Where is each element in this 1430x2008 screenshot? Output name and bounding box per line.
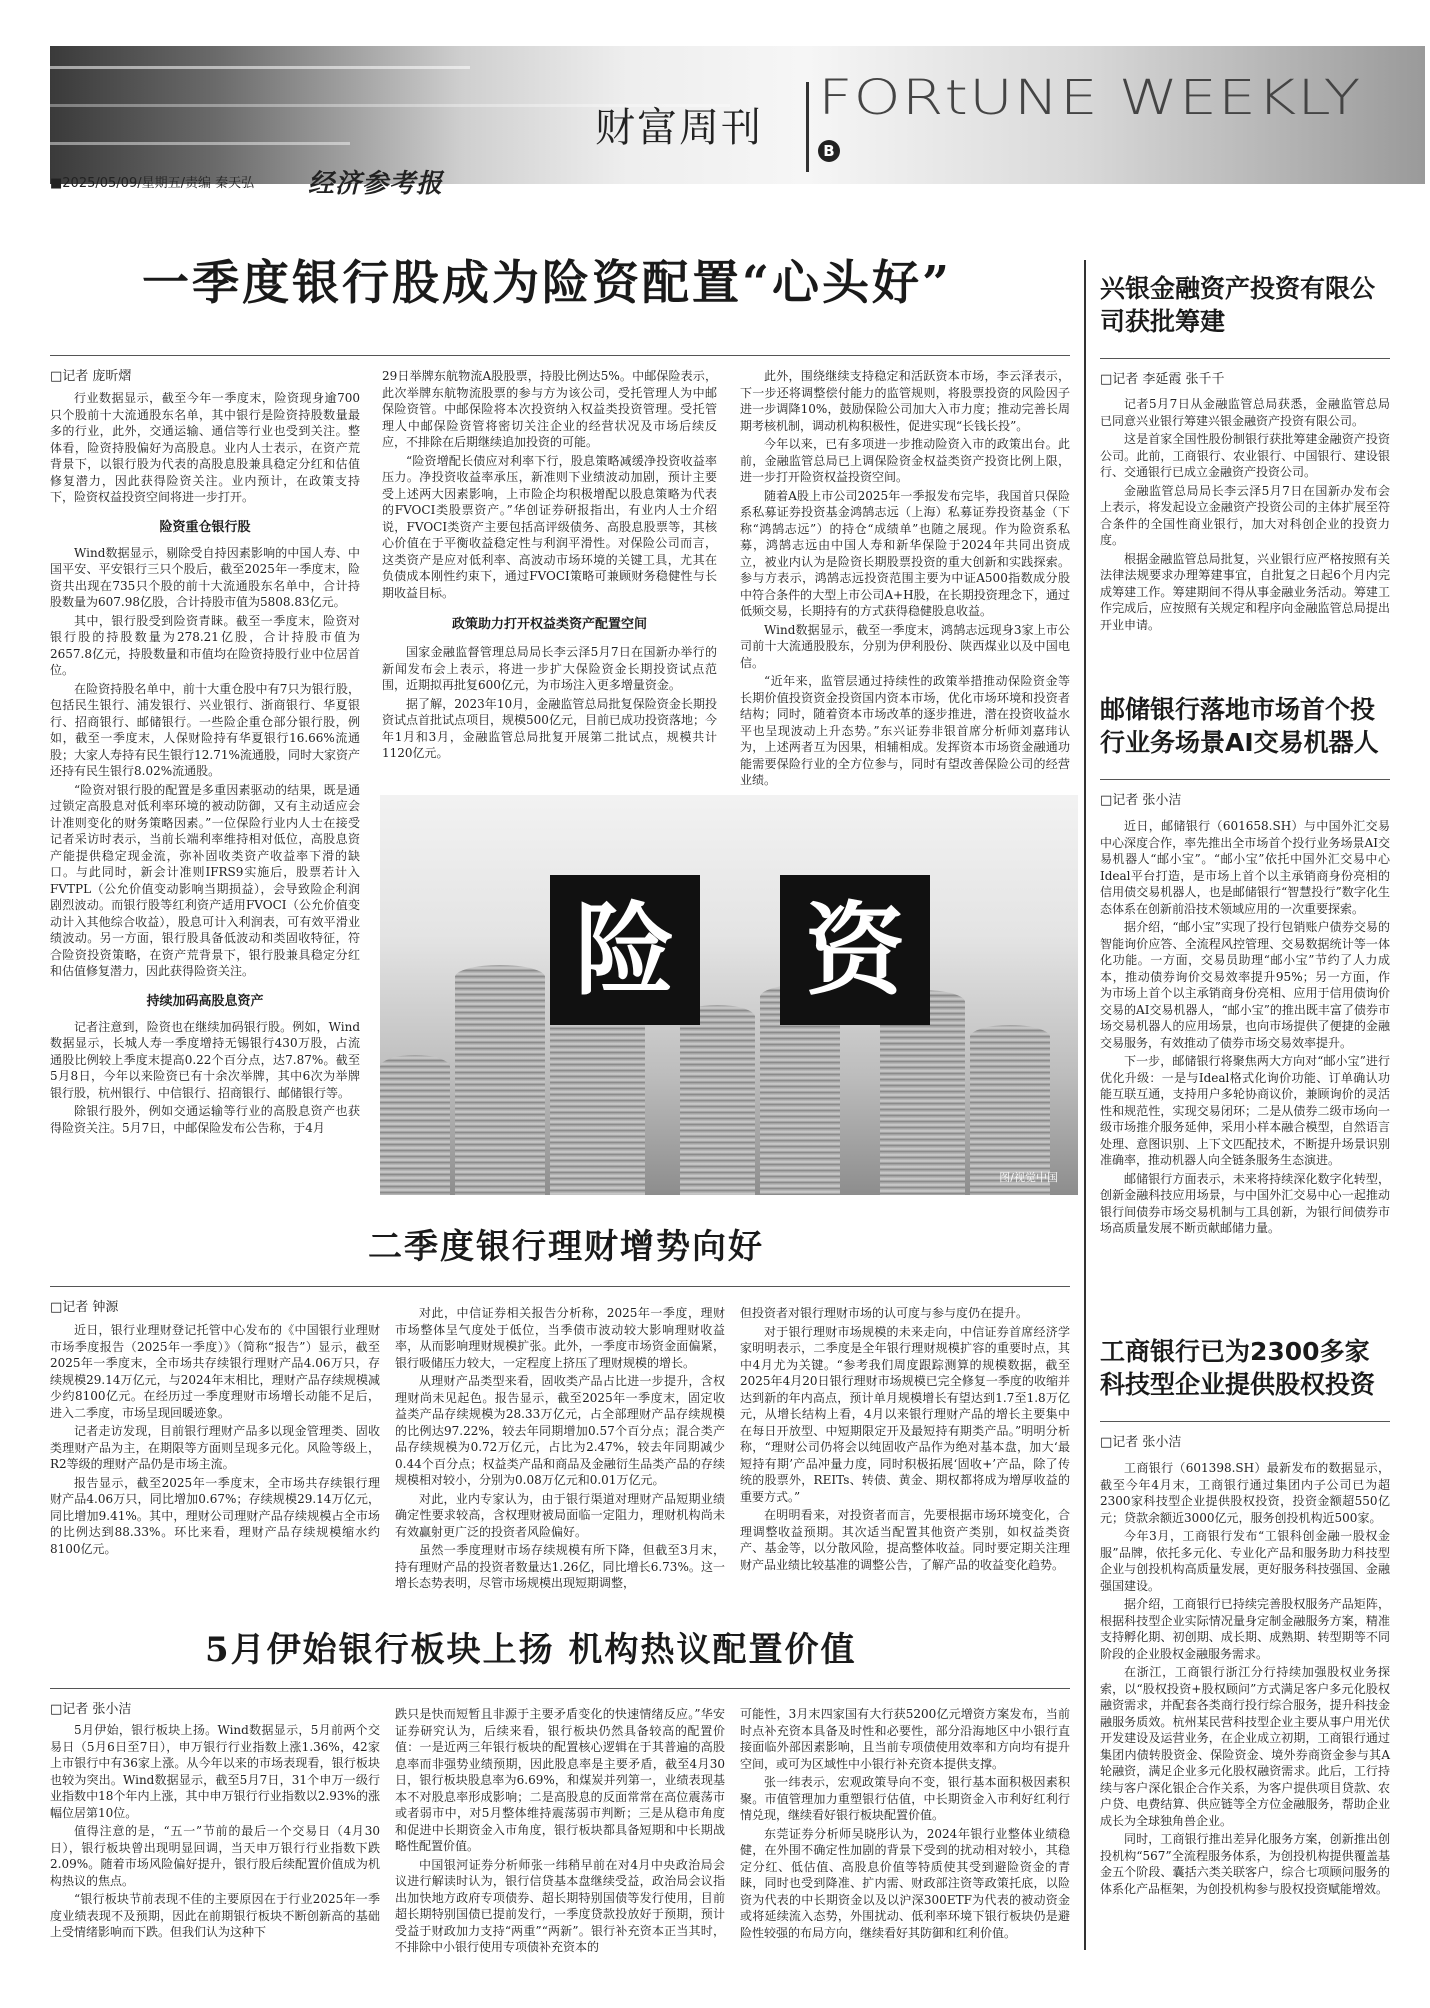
paragraph: “银行板块节前表现不佳的主要原因在于行业2025年一季度业绩表现不及预期，因此在前期银行板块不断创新高的基础上受情绪影响而下跌。但我们认为这种下 (50, 1892, 380, 1939)
paragraph: 在险资持股名单中，前十大重仓股中有7只为银行股，包括民生银行、浦发银行、兴业银行、浙商银行、华夏银行、招商银行、邮储银行。一些险企重仓部分银行股，例如，截至一季度末，人保财险持有华夏银行16.66%流通股；大家人寿持有民生银行12.71%流通股，同时大家资产还持有民生银行8.02%流通股。 (50, 681, 360, 778)
paragraph: 张一纬表示，宏观政策导向不变，银行基本面积极因素积聚。市值管理加力重塑银行估值，中长期资金入市利好红利行情兑现，继续看好银行板块配置价值。 (740, 1775, 1070, 1822)
paragraph: 中国银河证券分析师张一纬稍早前在对4月中央政治局会议进行解读时认为，银行信贷基本盘继续受益，政治局会议指出加快地方政府专项债券、超长期特别国债等发行使用，目前超长期特别国债已提前发行，一季度贷款投放好于预期，预计受益于财政加力支持“两重”“两新”。银行补充资本正当其时，不排除中小银行使用专项债补充资本的 (395, 1857, 725, 1954)
photo-credit: 图/视觉中国 (999, 1171, 1058, 1184)
paragraph: 记者5月7日从金融监管总局获悉，金融监管总局已同意兴业银行筹建兴银金融资产投资有限公司。 (1100, 397, 1390, 428)
headline-rule (50, 355, 1070, 356)
paragraph: 根据金融监管总局批复，兴业银行应严格按照有关法律法规要求办理筹建事宜，自批复之日起6个月内完成筹建工作。筹建期间不得从事金融业务活动。筹建工作完成后，应按照有关规定和程序向金融监管总局提出开业申请。 (1100, 551, 1390, 632)
paragraph: 金融监管总局局长李云泽5月7日在国新办发布会上表示，将发起设立金融资产投资公司的主体扩展至符合条件的全国性商业银行，加大对科创企业的投资力度。 (1100, 483, 1390, 547)
paragraph: 近日，银行业理财登记托管中心发布的《中国银行业理财市场季度报告（2025年一季度）》（简称“报告”）显示，截至2025年一季度末，全市场共存续银行理财产品4.06万只，存续规模29.14万亿元，与2024年末相比，理财产品存续规模减少约8100亿元。在经历过一季度理财市场增长动能不足后，进入二季度，市场呈现回暖迹象。 (50, 1323, 380, 1420)
paragraph: 据介绍，工商银行已持续完善股权服务产品矩阵，根据科技型企业实际情况量身定制金融服务方案，精准支持孵化期、初创期、成长期、成熟期、转型期等不同阶段的企业股权金融服务需求。 (1100, 1597, 1390, 1661)
paragraph: 记者走访发现，目前银行理财产品多以现金管理类、固收类理财产品为主，在期限等方面则呈现多元化。风险等级上，R2等级的理财产品仍是市场主流。 (50, 1424, 380, 1471)
subheading: 持续加码高股息资产 (146, 993, 264, 1009)
coin-stack (380, 1055, 450, 1195)
article-byline: □记者 钟源 (50, 1300, 119, 1315)
paragraph: “险资对银行股的配置是多重因素驱动的结果，既是通过锁定高股息对低利率环境的被动防御，又有主动适应会计准则变化的财务策略因素。”一位保险行业内人士在接受记者采访时表示，当前长端利率维持相对低位，高股息资产能提供稳定现金流，弥补固收类资产收益率下滑的缺口。与此同时，新会计准则IFRS9实施后，股票若计入FVTPL（公允价值变动影响当期损益），会导致险企利润剧烈波动。而银行股等红利资产适用FVOCI（公允价值变动计入其他综合收益），股息可计入利润表，可有效平滑业绩波动。另一方面，银行股具备低波动和类固收特征，符合险资投资策略，在资产荒背景下，银行股兼具稳定分红和估值修复潜力，因此获得险资关注。 (50, 782, 360, 978)
sidebar-column (1100, 818, 1390, 1237)
masthead-divider (806, 82, 809, 172)
paragraph: 对于银行理财市场规模的未来走向，中信证券首席经济学家明明表示，二季度是全年银行理财规模扩容的重要时点，其中4月尤为关键。“参考我们周度跟踪测算的规模数据，截至2025年4月20日银行理财市场规模已完全修复一季度的收缩并达到新的年内高点，预计单月规模增长有望达到1.7至1.8万亿元，从增长结构上看，4月以来银行理财产品的增长主要集中在每日开放型、中短期限定开及最短持有期类产品。”明明分析称，“理财公司仍将会以纯固收产品作为绝对基本盘，加大‘最短持有期’产品冲量力度，同时积极拓展‘固收+’产品，除了传统的股票外，REITs、转债、黄金、期权都将成为增厚收益的重要方式。” (740, 1324, 1070, 1504)
paragraph: 据了解，2023年10月，金融监管总局批复保险资金长期投资试点首批试点项目，规模500亿元，目前已成功投资落地；今年1月和3月，金融监管总局批复开展第二批试点，规模共计1120亿元。 (382, 696, 717, 760)
headline-rule (50, 1286, 1070, 1287)
article-column (395, 1706, 725, 1956)
paragraph: 随着A股上市公司2025年一季报发布完毕，我国首只保险系私募证券投资基金鸿鹄志远（上海）私募证券投资基金（下称“鸿鹄志远”）的持仓“成绩单”也随之展现。作为险资系私募，鸿鹄志远由中国人寿和新华保险于2024年共同出资成立，被业内认为是险资长期股票投资的重大创新和实践探索。参与方表示，鸿鹄志远投资范围主要为中证A500指数成分股中符合条件的大型上市公司A+H股，在长期投资理念下，通过低频交易，长期持有的方式获得稳健股息收益。 (740, 488, 1070, 618)
paragraph: 但投资者对银行理财市场的认可度与参与度仍在提升。 (740, 1306, 1029, 1320)
paragraph: 值得注意的是，“五一”节前的最后一个交易日（4月30日），银行板块曾出现明显回调，当天申万银行行业指数下跌2.09%。随着市场风险偏好提升，银行股后续配置价值成为机构热议的焦点。 (50, 1824, 380, 1888)
sidebar-byline: □记者 张小洁 (1100, 1435, 1182, 1450)
sidebar-divider (1084, 260, 1086, 1950)
headline-rule (50, 1688, 1070, 1689)
paragraph: 虽然一季度理财市场存续规模有所下降，但截至3月末，持有理财产品的投资者数量达1.26亿，同比增长6.73%。这一增长态势表明，尽管市场规模出现短期调整， (395, 1543, 725, 1590)
sidebar-byline: □记者 张小洁 (1100, 793, 1182, 808)
article-column (740, 368, 1070, 789)
paragraph: 从理财产品类型来看，固收类产品占比进一步提升，含权理财尚未见起色。报告显示，截至2025年一季度末，固定收益类产品存续规模为28.33万亿元，占全部理财产品存续规模的比例达97.22%，较去年同期增加0.57个百分点；混合类产品存续规模为0.72万亿元，占比为2.47%，较去年同期减少0.44个百分点；权益类产品和商品及金融衍生品类产品的存续规模相对较小，分别为0.08万亿元和0.01万亿元。 (395, 1374, 725, 1487)
paragraph: 在浙江，工商银行浙江分行持续加强股权业务探索，以“股权投资+股权顾问”方式满足客户多元化股权融资需求，并配套各类商行投行综合服务，提升科技金融服务质效。杭州某民营科技型企业主要从事户用光伏开发建设及运营业务，在企业成立初期，工商银行通过集团内债转股资金、保险资金、境外券商资金参与其A轮融资，满足企业多元化股权融资需求。此后，工行持续与客户深化银企合作关系，为客户提供项目贷款、农户贷、电费结算、供应链等全方位金融服务，帮助企业成长为全球独角兽企业。 (1100, 1665, 1390, 1828)
paragraph: 跌只是快而短暂且非源于主要矛盾变化的快速情绪反应。”华安证券研究认为，后续来看，银行板块仍然具备较高的配置价值：一是近两三年银行板块的配置核心逻辑在于其普遍的高股息率而非强势业绩预期，因此股息率是主要矛盾，截至4月30日，银行板块股息率为6.69%，和煤炭并列第一，业绩表现基本不对股息率形成影响；二是高股息的反面常常在高位震荡市或者弱市中，对5月整体维持震荡弱市判断；三是从稳市角度和促进中长期资金入市角度，银行板块都具备短期和中长期战略性配置价值。 (395, 1707, 725, 1853)
paragraph: 5月伊始，银行板块上扬。Wind数据显示，5月前两个交易日（5月6日至7日），申万银行行业指数上涨1.36%，42家上市银行中有36家上涨。从今年以来的市场表现看，银行板块也较为突出。Wind数据显示，截至5月7日，31个申万一级行业指数中18个年内上涨，其中申万银行行业指数以2.93%的涨幅位居第10位。 (50, 1723, 380, 1820)
paragraph: 除银行股外，例如交通运输等行业的高股息资产也获得险资关注。5月7日，中邮保险发布公告称，于4月 (50, 1104, 360, 1135)
article-headline: 5月伊始银行板块上扬 机构热议配置价值 (205, 1630, 857, 1670)
paragraph: 东莞证券分析师吴晓彤认为，2024年银行业整体业绩稳健，在外围不确定性加剧的背景下受到的扰动相对较小，其稳定分红、低估值、高股息价值等特质使其受到避险资金的青睐，同时也受到降准、扩内需、财政部注资等政策托底，以险资为代表的中长期资金以及以沪深300ETF为代表的被动资金或将延续流入态势，外围扰动、低利率环境下银行板块仍是避险性较强的布局方向，继续看好其防御和红利价值。 (740, 1826, 1070, 1940)
paragraph: 工商银行（601398.SH）最新发布的数据显示，截至今年4月末，工商银行通过集团内子公司已为超2300家科技型企业提供股权投资，投资金额超550亿元；贷款余额近3000亿元，服务创投机构近500家。 (1100, 1461, 1390, 1525)
section-title: 财富周刊 (595, 105, 763, 151)
newspaper-logo: 经济参考报 (308, 169, 444, 199)
article-column (50, 1322, 380, 1557)
article-byline: □记者 张小洁 (50, 1702, 132, 1717)
paragraph: 在明明看来，对投资者而言，先要根据市场环境变化，合理调整收益预期。其次适当配置其他资产类别，如权益类资产、基金等，以分散风险，提高整体收益。同时要定期关注理财产品业绩比较基准的调整公告，了解产品的收益变化趋势。 (740, 1508, 1070, 1572)
date-editor-line: ■2025/05/09/星期五/责编 秦天弘 (50, 176, 255, 191)
paragraph: Wind数据显示，截至一季度末，鸿鹄志远现身3家上市公司前十大流通股股东，分别为伊利股份、陕西煤业以及中国电信。 (740, 622, 1070, 670)
sidebar-column (1100, 1460, 1390, 1897)
sidebar-column (1100, 396, 1390, 633)
paragraph: 同时，工商银行推出差异化服务方案，创新推出创投机构“567”全流程服务体系，为创投机构提供覆盖基金五个阶段、囊括六类关联客户，综合七项顾问服务的体系化产品框架，为创投机构参与股权投资赋能增效。 (1100, 1832, 1390, 1896)
paragraph: “险资增配长债应对利率下行，股息策略减缓净投资收益率压力。净投资收益率承压，新准则下业绩波动加剧，预计主要受上述两大因素影响，上市险企均积极增配以股息策略为代表的FVOCI类股票资产。”华创证券研报指出，有业内人士介绍说，FVOCI类资产主要包括高评级债务、高股息股票等，其核心价值在于平衡收益稳定性与利润平滑性。对保险公司而言，这类资产是应对低利率、高波动市场环境的关键工具，尤其在负债成本刚性约束下，通过FVOCI策略可兼顾财务稳健性与长期收益目标。 (382, 453, 717, 600)
paragraph: 国家金融监督管理总局局长李云泽5月7日在国新办举行的新闻发布会上表示，将进一步扩大保险资金长期投资试点范围，近期拟再批复600亿元，为市场注入更多增量资金。 (382, 645, 717, 692)
paragraph: 对此，业内专家认为，由于银行渠道对理财产品短期业绩确定性要求较高，含权理财被局面临一定阻力，理财机构尚未有效赢射更广泛的投资者风险偏好。 (395, 1491, 725, 1539)
paragraph: 29日举牌东航物流A股股票，持股比例达5%。中邮保险表示，此次举牌东航物流股票的参与方为该公司，受托管理人为中邮保险资管。中邮保险将本次投资纳入权益类投资管理。受托管理人中邮保险资管将密切关注企业的经营状况及市场后续反应，不排除在后期继续追加投资的可能。 (382, 369, 717, 449)
headline-rule (1100, 779, 1390, 780)
sidebar-byline: □记者 李延霞 张千千 (1100, 372, 1225, 387)
paragraph: 此外，围绕继续支持稳定和活跃资本市场，李云泽表示，下一步还将调整偿付能力的监管规则，将股票投资的风险因子进一步调降10%，鼓励保险公司加大入市力度；推动完善长周期考核机制，调动机构积极性，促进实现“长钱长投”。 (740, 369, 1070, 433)
sidebar-headline: 邮储银行落地市场首个投行业务场景AI交易机器人 (1100, 695, 1379, 757)
paragraph: 报告显示，截至2025年一季度末，全市场共存续银行理财产品4.06万只，同比增加0.67%；存续规模29.14万亿元，同比增加9.41%。其中，理财公司理财产品存续规模占全市场的比例达到88.33%。环比来看，理财产品存续规模缩水约8100亿元。 (50, 1475, 380, 1556)
article-column (395, 1305, 725, 1592)
photo-character: 险 (550, 875, 700, 1025)
coin-stack (455, 965, 545, 1195)
article-column (740, 1305, 1070, 1573)
subheading: 险资重仓银行股 (159, 519, 251, 535)
paragraph: 今年3月，工商银行发布“工银科创金融一股权金服”品牌，依托多元化、专业化产品和服务助力科技型企业与创投机构高质量发展，更好服务科技强国、金融强国建设。 (1100, 1529, 1390, 1593)
paragraph: 行业数据显示，截至今年一季度末，险资现身逾700只个股前十大流通股东名单，其中银行是险资持股数量最多的行业，此外，交通运输、通信等行业也受到关注。整体看，险资持股偏好为高股息。业内人士表示，在资产荒背景下，以银行股为代表的高股息股兼具稳定分红和估值修复潜力，因此获得险资关注。业内预计，在政策支持下，险资权益投资空间将进一步打开。 (50, 391, 360, 504)
subheading: 政策助力打开权益类资产配置空间 (451, 617, 647, 632)
masthead-banner (50, 46, 1425, 184)
section-title-english: FORtUNE WEEKLY (818, 70, 1362, 126)
banner-streak (50, 66, 470, 69)
paragraph: 记者注意到，险资也在继续加码银行股。例如，Wind数据显示，长城人寿一季度增持无锡银行430万股，占流通股比例较上季度末提高0.22个百分点，达7.87%。截至5月8日，今年以来险资已有十余次举牌，其中6次为举牌银行股，杭州银行、中信银行、招商银行、邮储银行等。 (50, 1019, 360, 1100)
paragraph: 这是首家全国性股份制银行获批筹建金融资产投资公司。此前，工商银行、农业银行、中国银行、建设银行、交通银行已成立金融资产投资公司。 (1100, 432, 1390, 479)
headline-rule (1100, 358, 1390, 359)
article-byline: □记者 庞昕熠 (50, 369, 132, 384)
article-column (50, 390, 360, 1136)
paragraph: 邮储银行方面表示，未来将持续深化数字化转型，创新金融科技应用场景，与中国外汇交易中心一起推动银行间债券市场交易机制与工具创新，为银行间债券市场高质量发展不断贡献邮储力量。 (1100, 1171, 1390, 1235)
paragraph: 下一步，邮储银行将聚焦两大方向对“邮小宝”进行优化升级：一是与Ideal格式化询价功能、订单确认功能互联互通，支持用户多轮协商议价，兼顾询价的灵活性和规范性，实现交易闭环；二是从债券二级市场向一级市场推介服务延伸，采用小样本融合模型，自然语言处理、意图识别、上下文匹配技术，不断提升场景识别准确率，推动机器人向全链条服务生态演进。 (1100, 1054, 1390, 1167)
sidebar-headline: 兴银金融资产投资有限公司获批筹建 (1100, 274, 1376, 336)
coin-stack-photo (380, 795, 1078, 1195)
paragraph: Wind数据显示，剔除受自持因素影响的中国人寿、中国平安、平安银行三只个股后，截至2025年一季度末，险资共出现在735只个股的前十大流通股东名单中，合计持股数量为607.98亿股，合计持股市值为5808.83亿元。 (50, 545, 360, 609)
paragraph: 据介绍，“邮小宝”实现了投行包销账户债券交易的智能询价应答、全流程风控管理、交易数据统计等一体化功能。一方面，交易员助理“邮小宝”节约了人力成本，推动债券询价交易效率提升95%；另一方面，作为市场上首个以主承销商身份亮相、应用于信用债询价交易的AI交易机器人，“邮小宝”的推出既丰富了债券市场交易机器人的应用场景，也向市场提供了便捷的金融交易服务，有效推动了债券市场交易效率提升。 (1100, 920, 1390, 1050)
sidebar-headline: 工商银行已为2300多家科技型企业提供股权投资 (1100, 1337, 1376, 1399)
coin-stack (680, 1005, 755, 1195)
article-headline: 一季度银行股成为险资配置“心头好” (142, 256, 953, 311)
article-headline: 二季度银行理财增势向好 (368, 1227, 764, 1267)
paragraph: 可能性，3月末四家国有大行获5200亿元增资方案发布，当前时点补充资本具备及时性和必要性，部分沿海地区中小银行直接面临外部因素影响，且当前专项债使用效率和方向均有提升空间，或可为区域性中小银行补充资本提供支撑。 (740, 1707, 1070, 1771)
paragraph: 今年以来，已有多项进一步推动险资入市的政策出台。此前，金融监管总局已上调保险资金权益类资产投资比例上限，进一步打开险资权益投资空间。 (740, 437, 1070, 484)
article-column (740, 1706, 1070, 1941)
photo-character: 资 (780, 875, 930, 1025)
paragraph: 对此，中信证券相关报告分析称，2025年一季度，理财市场整体呈气度处于低位，当季债市波动较大影响理财收益率，从而影响理财规模扩张。此外，一季度市场资金面偏紧，银行吸储压力较大，一定程度上挤压了理财规模的增长。 (395, 1306, 725, 1370)
banner-streak (50, 142, 350, 145)
paragraph: 近日，邮储银行（601658.SH）与中国外汇交易中心深度合作，率先推出全市场首个投行业务场景AI交易机器人“邮小宝”。“邮小宝”依托中国外汇交易中心Ideal平台打造，是市场上首个以主承销商身份亮相的信用债交易机器人，也是邮储银行“智慧投行”数字化生态体系在创新前沿技术领域应用的一次重要探索。 (1100, 819, 1390, 916)
headline-rule (1100, 1421, 1390, 1422)
paragraph: 其中，银行股受到险资青睐。截至一季度末，险资对银行股的持股数量为278.21亿股，合计持股市值为2657.8亿元，持股数量和市值均在险资持股行业中位居首位。 (50, 613, 360, 677)
page-badge: B (818, 140, 840, 162)
paragraph: “近年来，监管层通过持续性的政策举措推动保险资金等长期价值投资资金投资国内资本市场，优化市场环境和投资者结构；同时，随着资本市场改革的逐步推进，潜在投资收益水平也呈现波动上升态势。”东兴证券非银首席分析师刘嘉玮认为，上述两者互为因果，相辅相成。发挥资本市场资金融通功能需要保险行业的全方位参与，同时有望改善保险公司的经营业绩。 (740, 674, 1070, 787)
article-column (50, 1722, 380, 1941)
article-column (382, 368, 717, 762)
